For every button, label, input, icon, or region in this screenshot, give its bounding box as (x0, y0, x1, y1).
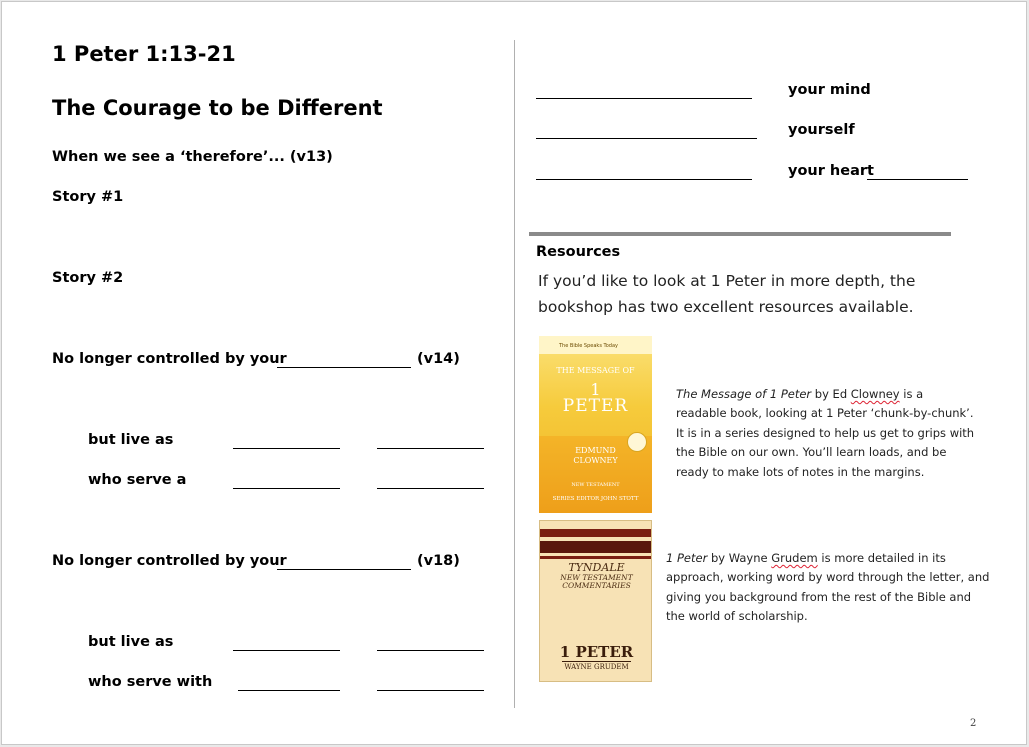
blank-heart-after (867, 179, 968, 180)
live-as-label-2: but live as (88, 634, 174, 650)
resources-intro: If you’d like to look at 1 Peter in more depth, the bookshop has two excellent resources available. (538, 272, 916, 316)
blank-v14 (277, 367, 411, 368)
book-cover-tyndale-1-peter (539, 520, 652, 682)
blank-serve-with-1 (238, 690, 340, 691)
story-2-label: Story #2 (52, 270, 124, 286)
cover-big-title: 1 PETER (559, 643, 634, 661)
your-heart-label: your heart (788, 163, 874, 179)
blank-serve-a-1 (233, 488, 340, 489)
cover-numeral: 1 (590, 380, 601, 399)
your-mind-label: your mind (788, 82, 871, 98)
document-page (1, 1, 1027, 745)
cover-editor: SERIES EDITOR JOHN STOTT (552, 496, 639, 502)
controlled-label-1: No longer controlled by your (52, 351, 287, 367)
cover-the-message-of: THE MESSAGE OF (556, 366, 635, 375)
blank-heart (536, 179, 752, 180)
cover-peter: PETER (562, 396, 629, 416)
book-2-title: 1 Peter (666, 551, 708, 565)
controlled-label-2: No longer controlled by your (52, 553, 287, 569)
therefore-heading: When we see a ‘therefore’... (v13) (52, 149, 333, 165)
blank-serve-with-2 (377, 690, 484, 691)
blank-live-as-2a (233, 650, 340, 651)
page-number: 2 (970, 718, 977, 729)
book-1-description: The Message of 1 Peter by Ed Clowney is a readable book, looking at 1 Peter ‘chunk-by-chunk’. It is in a series designed to help us get to grips with the Bible on our own. You’ll learn loads, and be ready to make lots of notes in the margins. (676, 387, 975, 479)
cover-tyndale: TYNDALE (568, 561, 625, 574)
book-2-author-surname: Grudem (771, 551, 818, 565)
yourself-label: yourself (788, 122, 855, 138)
cover-stripe-1 (540, 529, 652, 537)
cover-testament: NEW TESTAMENT (571, 482, 620, 488)
page-subtitle: The Courage to be Different (52, 96, 383, 120)
blank-yourself (536, 138, 757, 139)
cover-author-first: EDMUND (575, 446, 616, 455)
cover-stripe-3 (540, 556, 652, 559)
live-as-label-1: but live as (88, 432, 174, 448)
cover-commentaries: COMMENTARIES (562, 581, 631, 590)
blank-v18 (277, 569, 411, 570)
page-title: 1 Peter 1:13-21 (52, 42, 236, 66)
column-divider (514, 40, 515, 708)
book-cover-message-of-1-peter (539, 336, 652, 513)
cover-stripe-2 (540, 541, 652, 553)
book-1-author-surname: Clowney (850, 387, 900, 401)
serve-a-label: who serve a (88, 472, 187, 488)
story-1-label: Story #1 (52, 189, 124, 205)
cover-new-testament: NEW TESTAMENT (560, 573, 633, 582)
blank-live-as-2b (377, 650, 484, 651)
cover-author-last: CLOWNEY (573, 456, 618, 465)
book-1-title: The Message of 1 Peter (676, 387, 812, 401)
blank-serve-a-2 (377, 488, 484, 489)
cover-title-rule (562, 661, 631, 662)
book-2-description: 1 Peter by Wayne Grudem is more detailed in its approach, working word by word through the letter, and giving you background from the rest of the Bible and the world of scholarship. (666, 551, 990, 624)
blank-live-as-1a (233, 448, 340, 449)
resources-rule (529, 232, 951, 236)
cover-author: WAYNE GRUDEM (564, 663, 629, 671)
ref-v18: (v18) (417, 553, 460, 569)
blank-live-as-1b (377, 448, 484, 449)
serve-with-label: who serve with (88, 674, 213, 690)
ref-v14: (v14) (417, 351, 460, 367)
cover-series-name: The Bible Speaks Today (559, 343, 618, 349)
blank-mind (536, 98, 752, 99)
resources-heading: Resources (536, 244, 621, 260)
controlled-line-1 (52, 351, 287, 367)
